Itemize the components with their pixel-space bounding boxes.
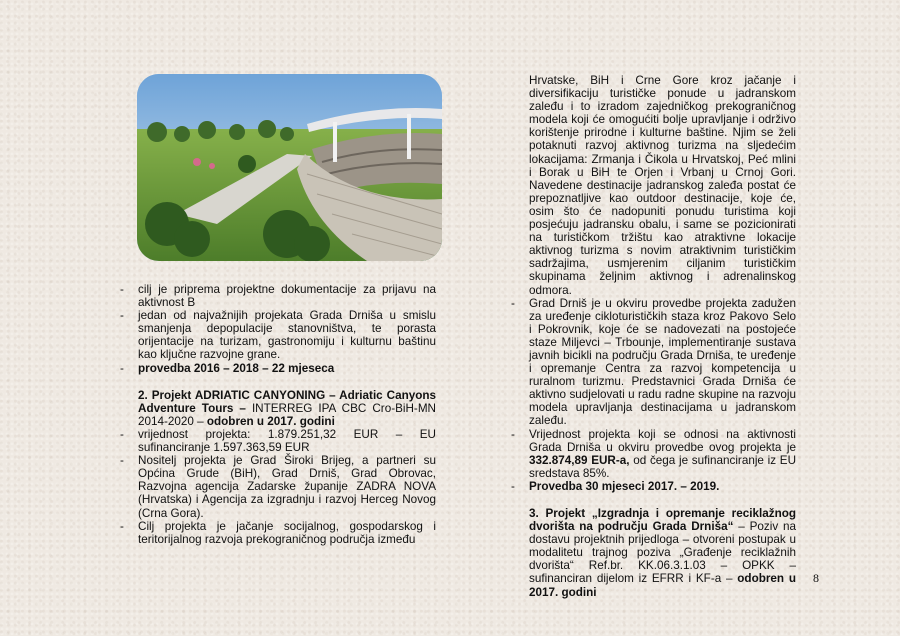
list-item xyxy=(118,283,436,309)
bullet-dash: - xyxy=(120,283,124,296)
item-text: Grad Drniš je u okviru provedbe projekta zadužen za uređenje cikloturističkih staza kroz Pakovo Selo i Pokrovnik, koje će se nadovezati na postojeće staze Miljevci – Trbounje, implementiranje sustava javnih bicikli na području Grada Drniša, te uređenje i opremanje Centra za razvoj kompetencija u ruralnom turizmu. Predstavnici Grada Drniša će aktivno sudjelovati u radu radne skupine na razvoju modela upravljanja destinacijama u jadranskom zaleđu. xyxy=(529,296,796,428)
bullet-dash: - xyxy=(120,454,124,468)
bullet-dash: - xyxy=(120,519,124,533)
bullet-dash: - xyxy=(511,479,515,493)
list-item xyxy=(118,454,436,519)
bullet-dash: - xyxy=(120,427,124,441)
item-text: Provedba 30 mjeseci 2017. – 2019. xyxy=(529,479,720,493)
project-rendering-image xyxy=(137,74,442,261)
list-item xyxy=(118,362,436,375)
list-item xyxy=(509,428,796,480)
bullet-dash: - xyxy=(120,309,124,323)
item-text: cilj je priprema projektne dokumentacije za prijavu na aktivnost B xyxy=(138,283,436,310)
bullet-dash: - xyxy=(511,296,515,310)
item-text: jedan od najvažnijih projekata Grada Drniša u smislu smanjenja depopulacije stanovništva, te porasta orijentacije na turizam, gastronomiju i kulturnu baštinu kao ključne razvojne grane. xyxy=(138,309,436,362)
item-text: Vrijednost projekta koji se odnosi na aktivnosti Grada Drniša u okviru provedbe ovog projekta je 332.874,89 EUR-a, od čega je sufinanciranje iz EU sredstava 85%. xyxy=(529,427,797,480)
section-heading-3: 3. Projekt „Izgradnja i opremanje reciklažnog dvorišta na području Grada Drniša“ – Poziv na dostavu projektnih prijedloga – otvoreni postupak u modalitetu trajnog poziva „Građenje reciklažnih dvorišta“ Ref.br. KK.06.3.1.03 – OPKK – sufinanciran dijelom iz EFRR i KF-a – odobren u 2017. godini xyxy=(529,507,796,599)
bullet-dash: - xyxy=(120,361,124,375)
item-text: vrijednost projekta: 1.879.251,32 EUR – EU sufinanciranje 1.597.363,59 EUR xyxy=(138,427,436,455)
list-item xyxy=(118,520,436,546)
list-item xyxy=(118,309,436,361)
item-text: provedba 2016 – 2018 – 22 mjeseca xyxy=(138,361,335,375)
list-item xyxy=(509,297,796,428)
item-text: Cilj projekta je jačanje socijalnog, gospodarskog i teritorijalnog razvoja prekograničnog područja između xyxy=(138,519,436,546)
list-item xyxy=(118,428,436,454)
bullet-dash: - xyxy=(511,427,515,441)
page-number: 8 xyxy=(813,571,819,585)
list-item xyxy=(509,480,796,493)
section-heading-2: 2. Projekt ADRIATIC CANYONING – Adriatic Canyons Adventure Tours – INTERREG IPA CBC Cro-BiH-MN 2014-2020 – odobren u 2017. godini xyxy=(138,388,436,428)
paragraph-continuation: Hrvatske, BiH i Crne Gore kroz jačanje i diversifikaciju turističke ponude u jadranskom zaleđu i to izradom zajedničkog prekograničnog modela koji će omogućiti bolje upravljanje i održivo korištenje prirodne i kulturne baštine. Njim se želi potaknuti razvoj aktivnog turizma na sljedećim lokacijama: Zrmanja i Čikola u Hrvatskoj, Peć mlini i Borak u BiH te Orjen i Vrbanj u Crnoj Gori. Navedene destinacije jadranskog zaleđa postat će prepoznatljive kao outdoor destinacije, koje će, osim što će nadopuniti ponudu turistima koji posjećuju jadransku obalu, i same se pozicionirati na turističkom tržištu kao atraktivne lokacije aktivnog turizma s novim atraktivnim turističkim sadržajima, usmjerenim ciljanim turističkim skupinama željnim aktivnog i adrenalinskog odmora. xyxy=(529,74,796,297)
item-text: Nositelj projekta je Grad Široki Brijeg, a partneri su Općina Grude (BiH), Grad Drniš, Grad Obrovac, Razvojna agencija Zadarske županije ZADRA NOVA (Hrvatska) i Agencija za izgradnju i razvoj Herceg Novog (Crna Gora). xyxy=(138,454,436,520)
